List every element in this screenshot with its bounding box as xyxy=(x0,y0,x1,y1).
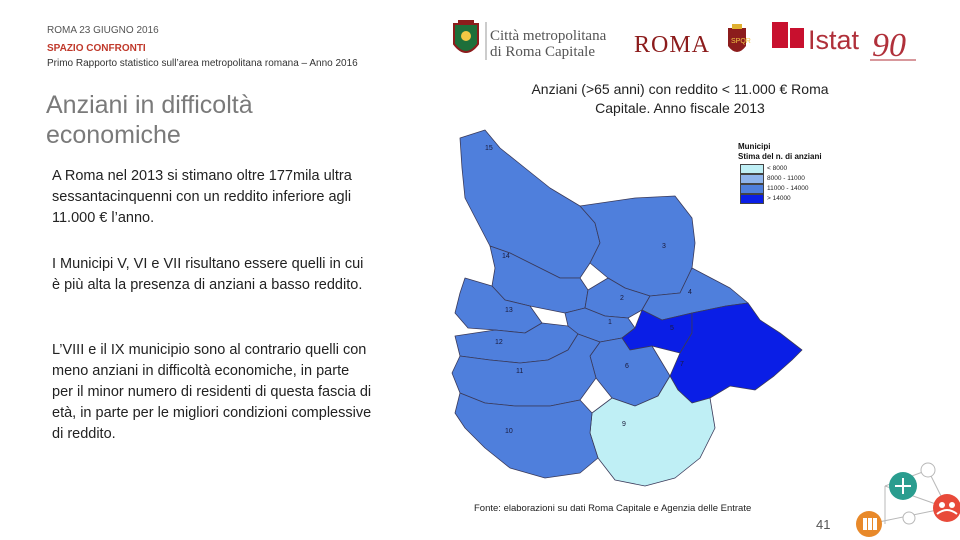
municipio-label-4: 4 xyxy=(688,289,692,296)
municipio-label-7: 7 xyxy=(680,361,684,368)
legend-swatch xyxy=(740,184,764,194)
map-title: Anziani (>65 anni) con reddito < 11.000 € Roma Capitale. Anno fiscale 2013 xyxy=(531,81,829,116)
legend-label: > 14000 xyxy=(767,195,791,202)
legend-item xyxy=(740,174,822,184)
municipio-label-12: 12 xyxy=(495,339,503,346)
legend-label: 8000 - 11000 xyxy=(767,175,805,182)
municipio-label-14: 14 xyxy=(502,253,510,260)
istat-90: 90 xyxy=(872,27,906,64)
municipio-label-9: 9 xyxy=(622,421,626,428)
municipio-label-13: 13 xyxy=(505,307,513,314)
municipio-label-2: 2 xyxy=(620,295,624,302)
header-date: ROMA 23 GIUGNO 2016 xyxy=(47,25,159,36)
roma-logo xyxy=(632,22,757,62)
legend-item xyxy=(740,184,822,194)
legend-label: < 8000 xyxy=(767,165,788,172)
paragraph-3: L’VIII e il IX municipio sono al contrario quelli con meno anziani in difficoltà economiche, in parte per il minor numero di residenti di questa fascia di età, in parte per le migliori condizioni complessive di reddito. xyxy=(52,342,372,442)
municipio-10-area xyxy=(455,393,598,478)
municipio-label-10: 10 xyxy=(505,428,513,435)
municipio-label-11: 11 xyxy=(516,368,524,375)
paragraph-1: A Roma nel 2013 si stimano oltre 177mila ultra sessantacinquenni con un reddito inferiore agli 11.000 € l’anno. xyxy=(52,168,352,226)
roma-wordmark: ROMA xyxy=(634,32,711,58)
source-note: Fonte: elaborazioni su dati Roma Capitale e Agenzia delle Entrate xyxy=(474,503,752,514)
page-title: Anziani in difficoltà economiche xyxy=(46,91,253,149)
header-section: SPAZIO CONFRONTI xyxy=(47,43,146,54)
istat-wordmark: Istat xyxy=(808,25,860,55)
decorative-network-graphic xyxy=(855,458,960,540)
municipio-label-6: 6 xyxy=(625,363,629,370)
legend-swatch xyxy=(740,194,764,204)
people-icon xyxy=(933,494,960,522)
legend-item xyxy=(740,194,822,204)
municipio-label-1: 1 xyxy=(608,319,612,326)
municipio-label-3: 3 xyxy=(662,243,666,250)
municipio-15-area xyxy=(460,130,600,278)
paragraph-2: I Municipi V, VI e VII risultano essere quelli in cui è più alta la presenza di anziani a basso reddito. xyxy=(52,256,364,293)
legend-title-stima: Stima del n. di anziani xyxy=(738,152,822,161)
page-number: 41 xyxy=(816,517,831,532)
legend-label: 11000 - 14000 xyxy=(767,185,809,192)
legend-swatch xyxy=(740,164,764,174)
map-legend xyxy=(738,142,822,204)
citta-line1: Città metropolitana xyxy=(490,28,607,44)
svg-text:SPQR: SPQR xyxy=(731,38,751,45)
municipio-label-15: 15 xyxy=(485,145,493,152)
municipio-label-5: 5 xyxy=(670,325,674,332)
citta-line2: di Roma Capitale xyxy=(490,44,595,60)
legend-swatch xyxy=(740,174,764,184)
istat-logo xyxy=(770,16,920,66)
citta-metropolitana-logo xyxy=(448,16,628,66)
legend-item xyxy=(740,164,822,174)
header-report-title: Primo Rapporto statistico sull’area metropolitana romana – Anno 2016 xyxy=(47,58,358,69)
legend-title-municipi: Municipi xyxy=(738,142,771,151)
